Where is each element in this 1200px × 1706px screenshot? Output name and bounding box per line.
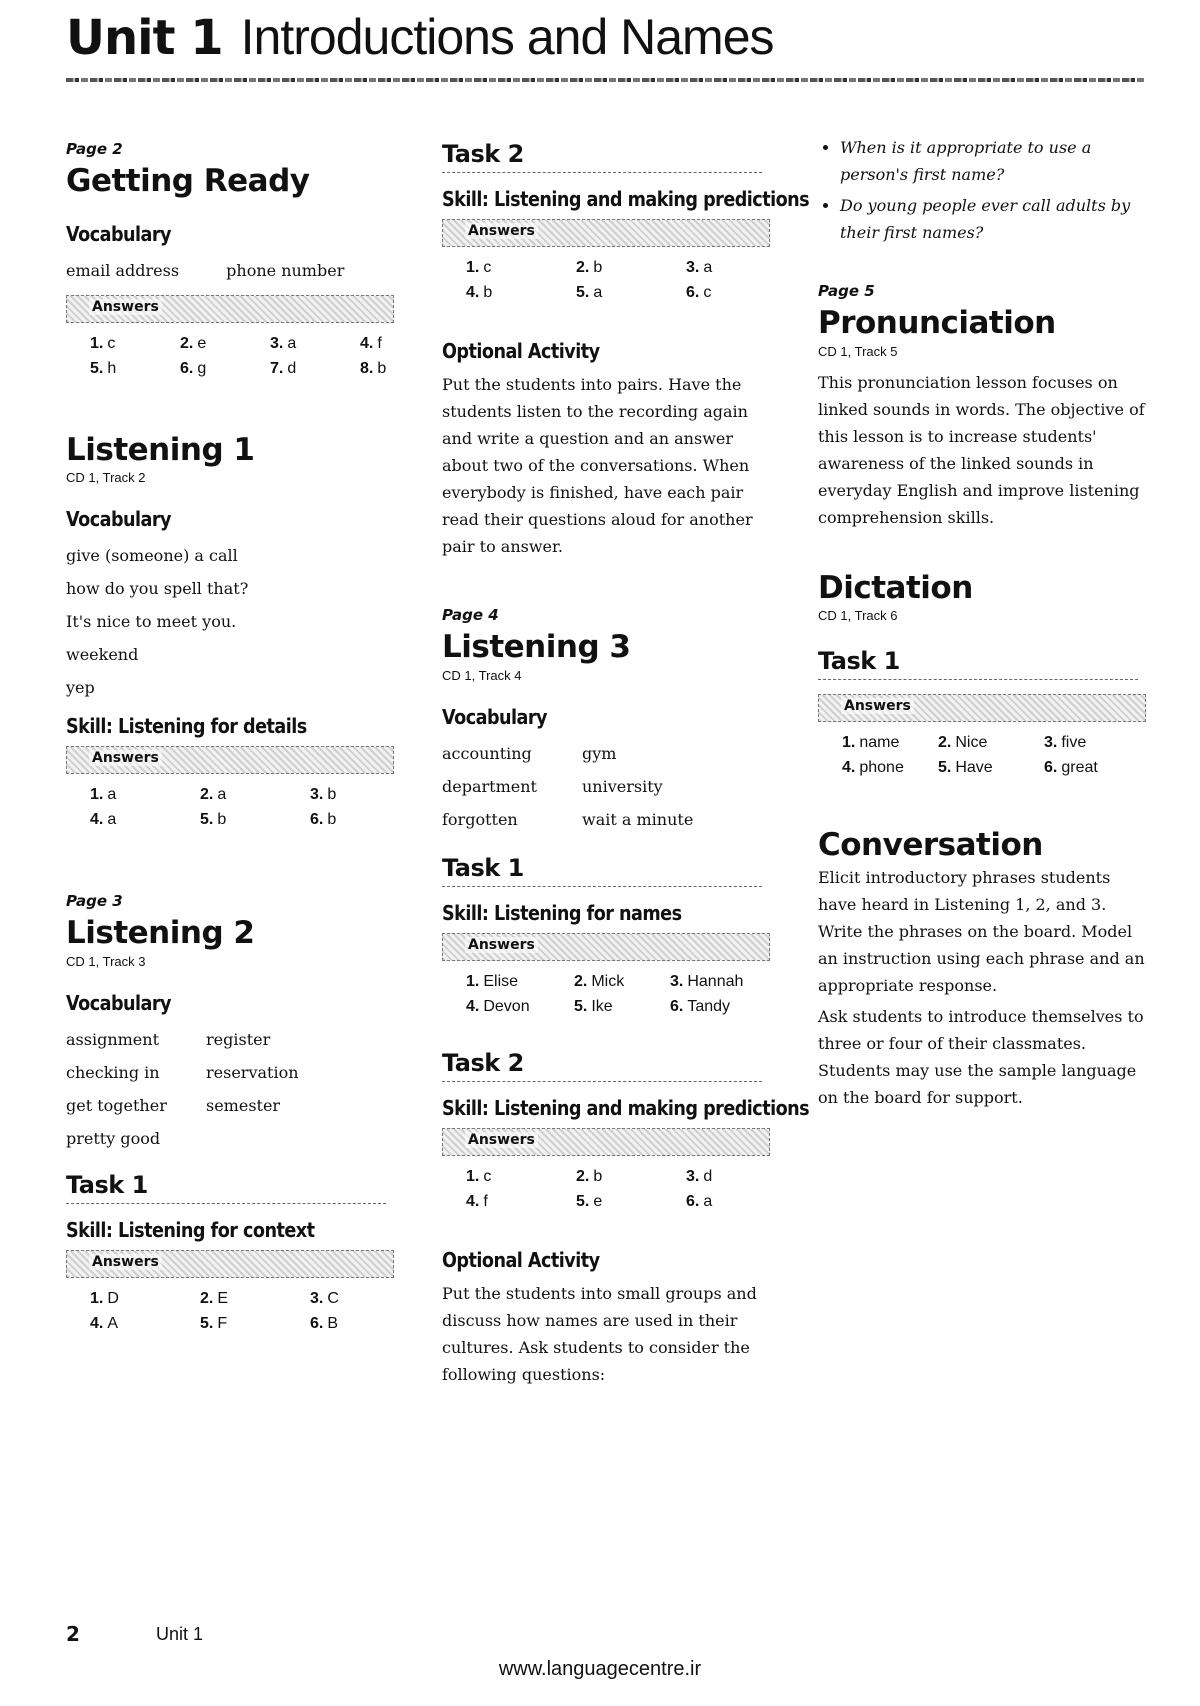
answer-item: 4. f bbox=[360, 334, 382, 352]
answer-item: 3. Hannah bbox=[670, 972, 744, 990]
answer-item: 3. d bbox=[686, 1167, 713, 1185]
answer-item: 1. D bbox=[90, 1289, 119, 1307]
vocab-item: checking in bbox=[66, 1062, 160, 1082]
vocab-heading: Vocabulary bbox=[66, 990, 171, 1015]
vocab-item: gym bbox=[582, 743, 617, 763]
answer-item: 1. Elise bbox=[466, 972, 519, 990]
unit-number: Unit 1 bbox=[66, 10, 223, 66]
vocab-item: reservation bbox=[206, 1062, 299, 1082]
column-3 bbox=[818, 134, 1148, 1111]
answers-label: Answers bbox=[89, 750, 162, 766]
section-title: Dictation bbox=[818, 569, 973, 606]
answers-label: Answers bbox=[841, 698, 914, 714]
vocab-item: give (someone) a call bbox=[66, 546, 238, 566]
answer-item: 2. b bbox=[576, 259, 603, 276]
vocab-item: email address bbox=[66, 260, 180, 280]
answer-item: 3. b bbox=[310, 786, 337, 804]
answers-label: Answers bbox=[465, 1132, 538, 1148]
answer-item: 2. Mick bbox=[574, 972, 625, 990]
task-rule bbox=[442, 886, 762, 887]
task-rule bbox=[66, 1203, 386, 1204]
pronunciation-text: This pronunciation lesson focuses on linked sounds in words. The objective of this lesson is to increase students' awareness of the linked sounds in everyday English and improve listening comprehension skills. bbox=[818, 372, 1145, 527]
answer-item: 5. F bbox=[200, 1314, 228, 1332]
answers-label: Answers bbox=[89, 1254, 162, 1270]
page-label: Page 2 bbox=[66, 140, 123, 158]
vocab-heading: Vocabulary bbox=[66, 221, 171, 246]
answer-item: 2. e bbox=[180, 334, 207, 352]
section-title: Listening 2 bbox=[66, 915, 255, 952]
track-label: CD 1, Track 5 bbox=[818, 343, 898, 359]
answer-item: 4. A bbox=[90, 1314, 119, 1332]
vocab-item: university bbox=[582, 776, 663, 796]
footer-unit: Unit 1 bbox=[156, 1624, 204, 1644]
track-label: CD 1, Track 4 bbox=[442, 667, 522, 683]
answer-grid bbox=[442, 1164, 772, 1214]
answer-item: 4. f bbox=[466, 1192, 488, 1210]
answers-bar bbox=[442, 219, 770, 247]
answer-item: 6. a bbox=[686, 1192, 713, 1210]
answer-item: 3. a bbox=[270, 334, 297, 352]
answers-bar bbox=[66, 746, 394, 774]
vocab-item: pretty good bbox=[66, 1128, 161, 1148]
optional-heading: Optional Activity bbox=[442, 1247, 600, 1272]
answer-item: 4. a bbox=[90, 811, 117, 829]
answers-bar bbox=[442, 933, 770, 961]
track-label: CD 1, Track 2 bbox=[66, 470, 146, 486]
optional-text: Put the students into pairs. Have the students listen to the recording again and write a question and an answer about two of the conversations. When everybody is finished, have each pair read their questions aloud for another pair to answer. bbox=[442, 375, 753, 556]
answers-label: Answers bbox=[465, 223, 538, 239]
skill-heading: Skill: Listening and making predictions bbox=[442, 187, 810, 211]
column-1 bbox=[66, 140, 396, 1336]
answer-item: 6. b bbox=[310, 811, 337, 829]
answer-item: 6. c bbox=[686, 284, 712, 301]
answer-item: 5. a bbox=[576, 284, 603, 301]
skill-heading: Skill: Listening for details bbox=[66, 714, 307, 739]
answer-grid bbox=[66, 1286, 396, 1336]
page-label: Page 4 bbox=[442, 606, 499, 624]
answers-label: Answers bbox=[89, 299, 162, 315]
vocab-item: yep bbox=[66, 678, 95, 698]
section-title: Conversation bbox=[818, 827, 1043, 864]
vocab-item: get together bbox=[66, 1095, 167, 1115]
header-rule bbox=[66, 78, 1144, 82]
question-item: • Do young people ever call adults by their first names? bbox=[840, 192, 1148, 246]
answer-grid bbox=[442, 969, 772, 1019]
vocab-heading: Vocabulary bbox=[442, 704, 547, 729]
column-2 bbox=[442, 140, 810, 1388]
vocab-grid bbox=[442, 737, 772, 836]
task-heading: Task 1 bbox=[442, 853, 524, 882]
task-heading: Task 1 bbox=[818, 647, 900, 676]
question-list bbox=[818, 134, 1148, 246]
answer-item: 5. Ike bbox=[574, 997, 613, 1015]
section-title: Pronunciation bbox=[818, 305, 1056, 341]
page-number: 2 bbox=[66, 1622, 80, 1646]
answer-grid bbox=[442, 255, 772, 305]
answer-item: 5. b bbox=[200, 811, 227, 829]
answer-item: 5. Have bbox=[938, 759, 993, 777]
answer-grid bbox=[66, 331, 396, 381]
optional-text: Put the students into small groups and discuss how names are used in their cultures. Ask students to consider the following questions: bbox=[442, 1283, 757, 1384]
section-title: Getting Ready bbox=[66, 163, 310, 199]
answer-item: 1. c bbox=[90, 334, 116, 352]
answer-item: 6. B bbox=[310, 1314, 339, 1332]
task-heading: Task 2 bbox=[442, 1048, 524, 1077]
answers-bar bbox=[442, 1128, 770, 1156]
vocab-grid bbox=[66, 1023, 396, 1155]
answer-item: 2. E bbox=[200, 1289, 229, 1307]
answers-bar bbox=[66, 1250, 394, 1278]
answer-item: 5. e bbox=[576, 1192, 603, 1210]
task-heading: Task 1 bbox=[66, 1170, 148, 1199]
answer-item: 3. C bbox=[310, 1289, 339, 1307]
vocab-item: wait a minute bbox=[582, 809, 694, 829]
track-label: CD 1, Track 6 bbox=[818, 608, 898, 624]
vocab-item: semester bbox=[206, 1095, 281, 1115]
answer-item: 3. a bbox=[686, 259, 713, 276]
vocab-item: forgotten bbox=[442, 809, 518, 829]
task-rule bbox=[442, 172, 762, 173]
skill-heading: Skill: Listening for names bbox=[442, 900, 682, 925]
answer-item: 1. name bbox=[842, 734, 900, 752]
optional-heading: Optional Activity bbox=[442, 339, 600, 363]
section-title: Listening 3 bbox=[442, 629, 631, 665]
track-label: CD 1, Track 3 bbox=[66, 953, 146, 969]
footer-url[interactable]: www.languagecentre.ir bbox=[498, 1658, 702, 1680]
answer-item: 4. Devon bbox=[466, 997, 530, 1015]
vocab-item: department bbox=[442, 776, 537, 796]
answer-item: 2. b bbox=[576, 1167, 603, 1185]
task-heading: Task 2 bbox=[442, 140, 524, 168]
skill-heading: Skill: Listening for context bbox=[66, 1217, 315, 1242]
vocab-row bbox=[66, 254, 396, 287]
task-rule bbox=[818, 679, 1138, 680]
vocab-item: phone number bbox=[226, 260, 345, 280]
answer-item: 5. h bbox=[90, 359, 117, 377]
section-title: Listening 1 bbox=[66, 431, 255, 468]
answer-item: 2. Nice bbox=[938, 734, 988, 752]
conversation-text: Elicit introductory phrases students have heard in Listening 1, 2, and 3. Write the phrases on the board. Model an instruction using each phrase and an appropriate response. bbox=[818, 867, 1145, 995]
answer-item: 3. five bbox=[1044, 734, 1087, 752]
answer-item: 1. c bbox=[466, 1167, 492, 1185]
unit-title: Introductions and Names bbox=[240, 9, 774, 65]
page-label: Page 5 bbox=[818, 282, 875, 300]
answer-item: 4. phone bbox=[842, 759, 904, 777]
answer-item: 8. b bbox=[360, 359, 387, 377]
answers-label: Answers bbox=[465, 937, 538, 953]
task-rule bbox=[442, 1081, 762, 1082]
answer-item: 7. d bbox=[270, 359, 297, 377]
vocab-item: accounting bbox=[442, 743, 532, 763]
vocab-item: It's nice to meet you. bbox=[66, 612, 237, 632]
answer-grid bbox=[818, 730, 1148, 780]
vocab-item: register bbox=[206, 1029, 271, 1049]
answer-item: 4. b bbox=[466, 284, 493, 301]
answer-item: 1. c bbox=[466, 259, 492, 276]
answer-grid bbox=[66, 782, 396, 832]
vocab-heading: Vocabulary bbox=[66, 507, 171, 532]
answers-bar bbox=[66, 295, 394, 323]
answers-bar bbox=[818, 694, 1146, 722]
page-label: Page 3 bbox=[66, 892, 123, 911]
vocab-item: assignment bbox=[66, 1029, 159, 1049]
answer-item: 6. g bbox=[180, 359, 207, 377]
conversation-text: Ask students to introduce themselves to three or four of their classmates. Students may use the sample language on the board for support. bbox=[818, 1006, 1144, 1107]
question-item: • When is it appropriate to use a person's first name? bbox=[840, 134, 1148, 188]
vocab-item: how do you spell that? bbox=[66, 579, 249, 599]
answer-item: 1. a bbox=[90, 786, 117, 804]
unit-header bbox=[66, 8, 774, 66]
vocab-item: weekend bbox=[66, 645, 139, 665]
answer-item: 2. a bbox=[200, 786, 227, 804]
answer-item: 6. great bbox=[1044, 759, 1098, 777]
answer-item: 6. Tandy bbox=[670, 997, 731, 1015]
skill-heading: Skill: Listening and making predictions bbox=[442, 1095, 810, 1120]
